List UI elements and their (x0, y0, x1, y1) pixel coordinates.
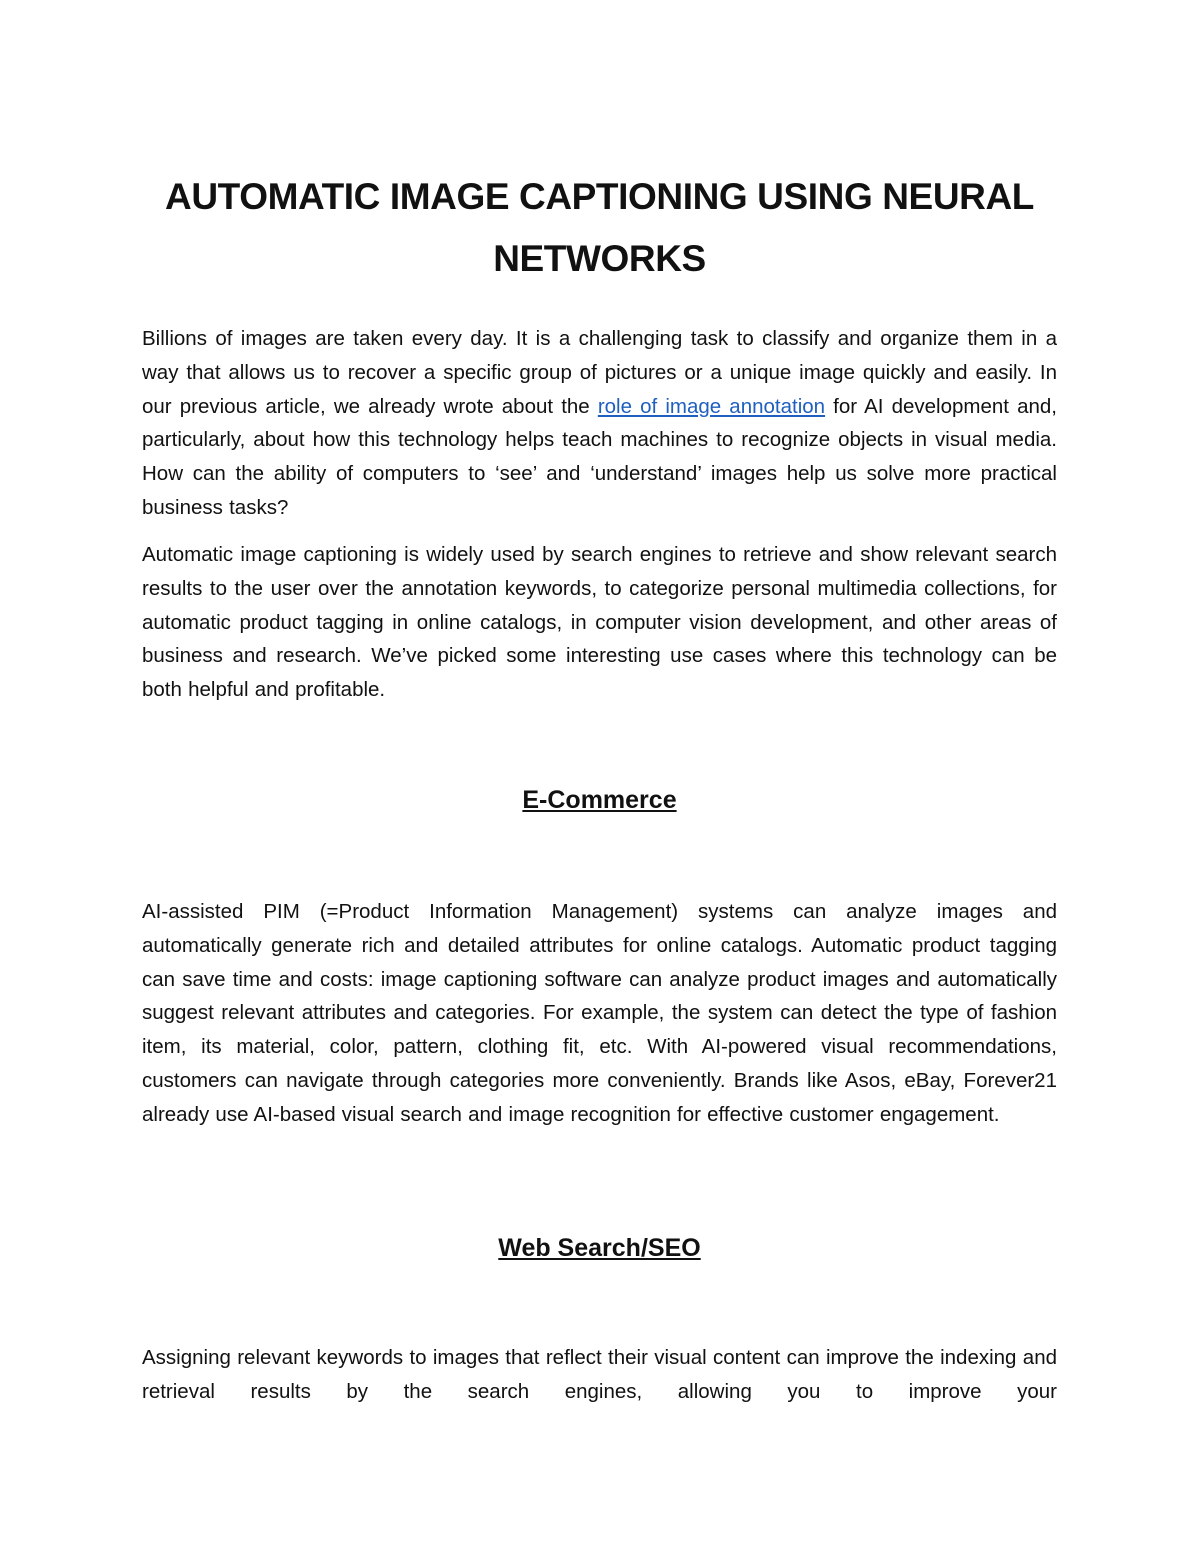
intro-paragraph (142, 322, 1057, 525)
section-body-web-search: Assigning relevant keywords to images that reflect their visual content can improve the indexing and retrieval results by the search engines, allowing you to improve your (142, 1346, 1057, 1403)
role-of-image-annotation-link[interactable]: role of image annotation (597, 394, 826, 418)
intro-text-after-link: for AI development and, particularly, about how this technology helps teach machines to recognize objects in visual media. How can the ability of computers to ‘see’ and ‘understand’ images help us solve more practical business tasks? (142, 394, 1057, 519)
intro-text-before-link: Billions of images are taken every day. It is a challenging task to classify and organize them in a way that allows us to recover a specific group of pictures or a unique image quickly and easily. In our previous article, we already wrote about the (142, 327, 1057, 418)
section-heading-web-search: Web Search/SEO (498, 1234, 701, 1262)
section-heading-ecommerce: E-Commerce (522, 786, 677, 814)
document-title: AUTOMATIC IMAGE CAPTIONING USING NEURAL NETWORKS (165, 176, 1034, 279)
section-body-ecommerce: AI-assisted PIM (=Product Information Management) systems can analyze images and automatically generate rich and detailed attributes for online catalogs. Automatic product tagging can save time and costs: image captioning software can analyze product images and automatically suggest relevant attributes and categories. For example, the system can detect the type of fashion item, its material, color, pattern, clothing fit, etc. With AI-powered visual recommendations, customers can navigate through categories more conveniently. Brands like Asos, eBay, Forever21 already use AI-based visual search and image recognition for effective customer engagement. (142, 900, 1057, 1126)
use-cases-paragraph: Automatic image captioning is widely used by search engines to retrieve and show relevant search results to the user over the annotation keywords, to categorize personal multimedia collections, for automatic product tagging in online catalogs, in computer vision development, and other areas of business and research. We’ve picked some interesting use cases where this technology can be both helpful and profitable. (142, 543, 1057, 702)
